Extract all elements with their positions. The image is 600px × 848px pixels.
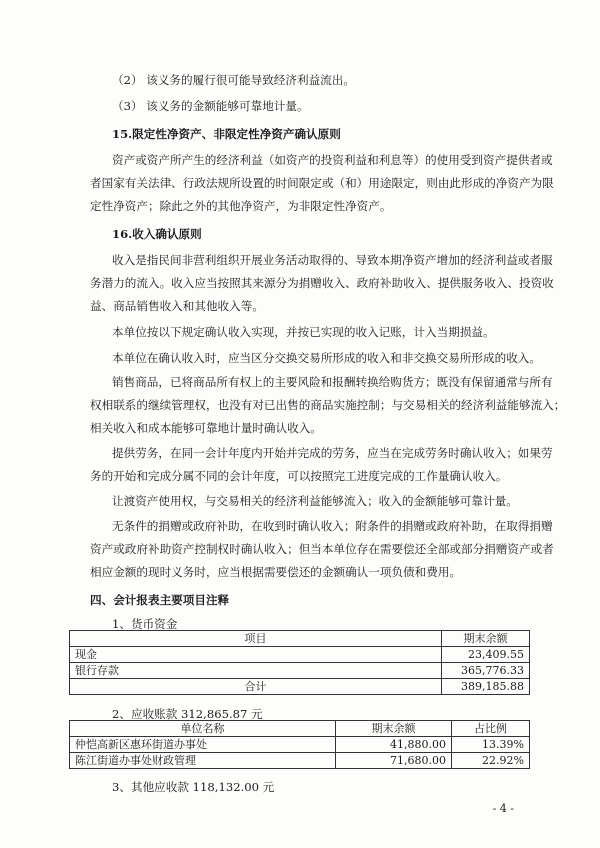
table-cell: 71,680.00 xyxy=(336,753,452,769)
table-row xyxy=(70,737,530,753)
text-line: 务潜力的流入。收入应当按照其来源分为捐赠收入、政府补助收入、提供服务收入、投资收 xyxy=(90,276,554,290)
text-line: 提供劳务，在同一会计年度内开始并完成的劳务，应当在完成劳务时确认收入；如果劳 xyxy=(112,446,553,460)
text-line: 2、应收账款 312,865.87 元 xyxy=(112,707,263,721)
table-cell: 23,409.55 xyxy=(442,647,530,663)
text-line: 定性净资产；除此之外的其他净资产，为非限定性净资产。 xyxy=(90,199,392,213)
table-cell: 仲恺高新区惠环街道办事处 xyxy=(70,737,336,753)
text-line: 收入是指民间非营利组织开展业务活动取得的、导致本期净资产增加的经济利益或者服 xyxy=(112,253,553,267)
text-line: 权相联系的继续管理权，也没有对已出售的商品实施控制；与交易相关的经济利益能够流入； xyxy=(90,398,566,412)
text-line: 让渡资产使用权，与交易相关的经济利益能够流入；收入的金额能够可靠计量。 xyxy=(112,494,518,508)
text-line: 益、商品销售收入和其他收入等。 xyxy=(90,299,264,313)
table-cell: 41,880.00 xyxy=(336,737,452,753)
text-line: （2） 该义务的履行很可能导致经济利益流出。 xyxy=(112,73,355,87)
text-line: 1、货币资金 xyxy=(112,617,178,631)
header-balance: 期末余额 xyxy=(442,631,530,647)
header-ratio: 占比例 xyxy=(452,721,530,737)
table-header-row xyxy=(70,721,530,737)
text-line: 务的开始和完成分属不同的会计年度，可以按照完工进度完成的工作量确认收入。 xyxy=(90,469,508,483)
header-balance: 期末余额 xyxy=(336,721,452,737)
table-cell: 13.39% xyxy=(452,737,530,753)
text-line: 资产或政府补助资产控制权时确认收入；但当本单位存在需要偿还全部或部分捐赠资产或者 xyxy=(90,542,554,556)
text-line: 本单位在确认收入时，应当区分交换交易所形成的收入和非交换交易所形成的收入。 xyxy=(112,351,541,365)
table-row xyxy=(70,753,530,769)
table-cell: 陈江街道办事处财政管理 xyxy=(70,753,336,769)
text-line: 相关收入和成本能够可靠地计量时确认收入。 xyxy=(90,421,322,435)
table-cell: 22.92% xyxy=(452,753,530,769)
table-row xyxy=(70,663,530,679)
section-heading: 15.限定性净资产、非限定性净资产确认原则 xyxy=(112,127,341,141)
cash-table xyxy=(69,630,530,695)
text-line: （3） 该义务的金额能够可靠地计量。 xyxy=(112,99,309,113)
header-unit-name: 单位名称 xyxy=(70,721,336,737)
text-line: 资产或资产所产生的经济利益（如资产的投资利益和利息等）的使用受到资产提供者或 xyxy=(112,153,553,167)
table-cell: 365,776.33 xyxy=(442,663,530,679)
section-heading: 16.收入确认原则 xyxy=(112,227,202,241)
table-cell: 合计 xyxy=(70,679,442,695)
page-number: - 4 - xyxy=(492,802,514,815)
text-line: 相应金额的现时义务时，应当根据需要偿还的金额确认一项负债和费用。 xyxy=(90,565,462,579)
table-total-row xyxy=(70,679,530,695)
text-line: 本单位按以下规定确认收入实现，并按已实现的收入记账，计入当期损益。 xyxy=(112,325,495,339)
text-line: 3、其他应收款 118,132.00 元 xyxy=(112,780,275,794)
text-line: 者国家有关法律、行政法规所设置的时间限定或（和）用途限定，则由此形成的净资产为限 xyxy=(90,176,554,190)
receivables-table xyxy=(69,720,530,769)
text-line: 无条件的捐赠或政府补助，在收到时确认收入；附条件的捐赠或政府补助，在取得捐赠 xyxy=(112,519,553,533)
text-line: 销售商品，已将商品所有权上的主要风险和报酬转换给购货方；既没有保留通常与所有 xyxy=(112,375,553,389)
section-heading: 四、会计报表主要项目注释 xyxy=(90,593,230,607)
table-header-row xyxy=(70,631,530,647)
table-cell: 银行存款 xyxy=(70,663,442,679)
table-cell: 现金 xyxy=(70,647,442,663)
table-cell: 389,185.88 xyxy=(442,679,530,695)
header-item: 项目 xyxy=(70,631,442,647)
table-row xyxy=(70,647,530,663)
